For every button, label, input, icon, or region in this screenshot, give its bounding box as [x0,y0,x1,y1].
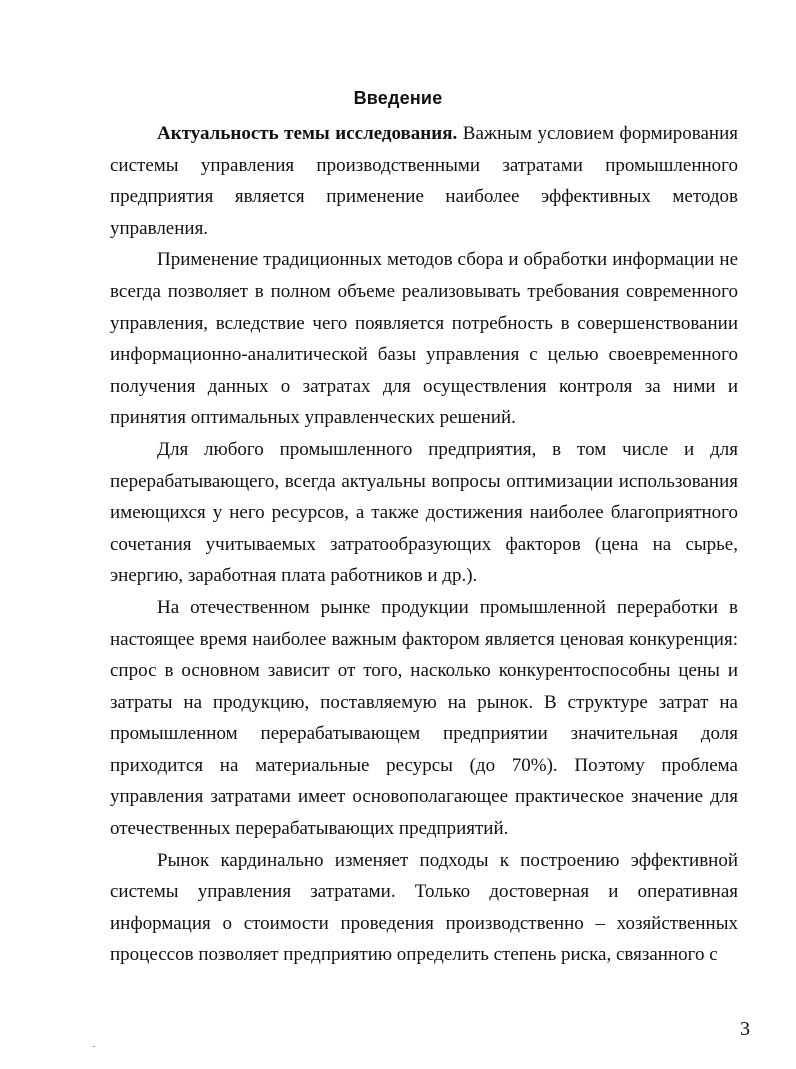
paragraph-methods: Применение традиционных методов сбора и обработки информации не всегда позволяет в полном объеме реализовывать требования современного управления, вследствие чего появляется потребность в совершенствовании информационно-аналитической базы управления с целью своевременного получения данных о затратах для осуществления контроля за ними и принятия оптимальных управленческих решений. [110,249,738,429]
scan-mark: - [92,1041,96,1052]
page-number: 3 [740,1018,750,1040]
paragraph-relevance [110,118,738,244]
page-title: Введение [353,88,443,108]
paragraph-resources: Для любого промышленного предприятия, в том числе и для перерабатывающего, всегда актуальны вопросы оптимизации использования имеющихся у него ресурсов, а также достижения наиболее благоприятного сочетания учитываемых затратообразующих факторов (цена на сырье, энергию, заработная плата работников и др.). [110,438,738,587]
paragraph-market: На отечественном рынке продукции промышленной переработки в настоящее время наиболее важным фактором является ценовая конкуренция: спрос в основном зависит от того, насколько конкурентоспособны цены и затраты на продукцию, поставляемую на рынок. В структуре затрат на промышленном перерабатывающем предприятии значительная доля приходится на материальные ресурсы (до 70%). Поэтому проблема управления затратами имеет основополагающее практическое значение для отечественных перерабатывающих предприятий. [110,596,738,840]
paragraph-text: Важным условием формирования системы управления производственными затратами промышленного предприятия является применение наиболее эффективных методов управления. [110,123,738,239]
paragraph-cost-management: Рынок кардинально изменяет подходы к построению эффективной системы управления затратами. Только достоверная и оперативная информация о стоимости проведения производственно – хозяйственных процессов позволяет предприятию определить степень риска, связанного с [110,849,738,966]
body-text [110,118,738,971]
paragraph-lead: Актуальность темы исследования. [157,123,458,144]
